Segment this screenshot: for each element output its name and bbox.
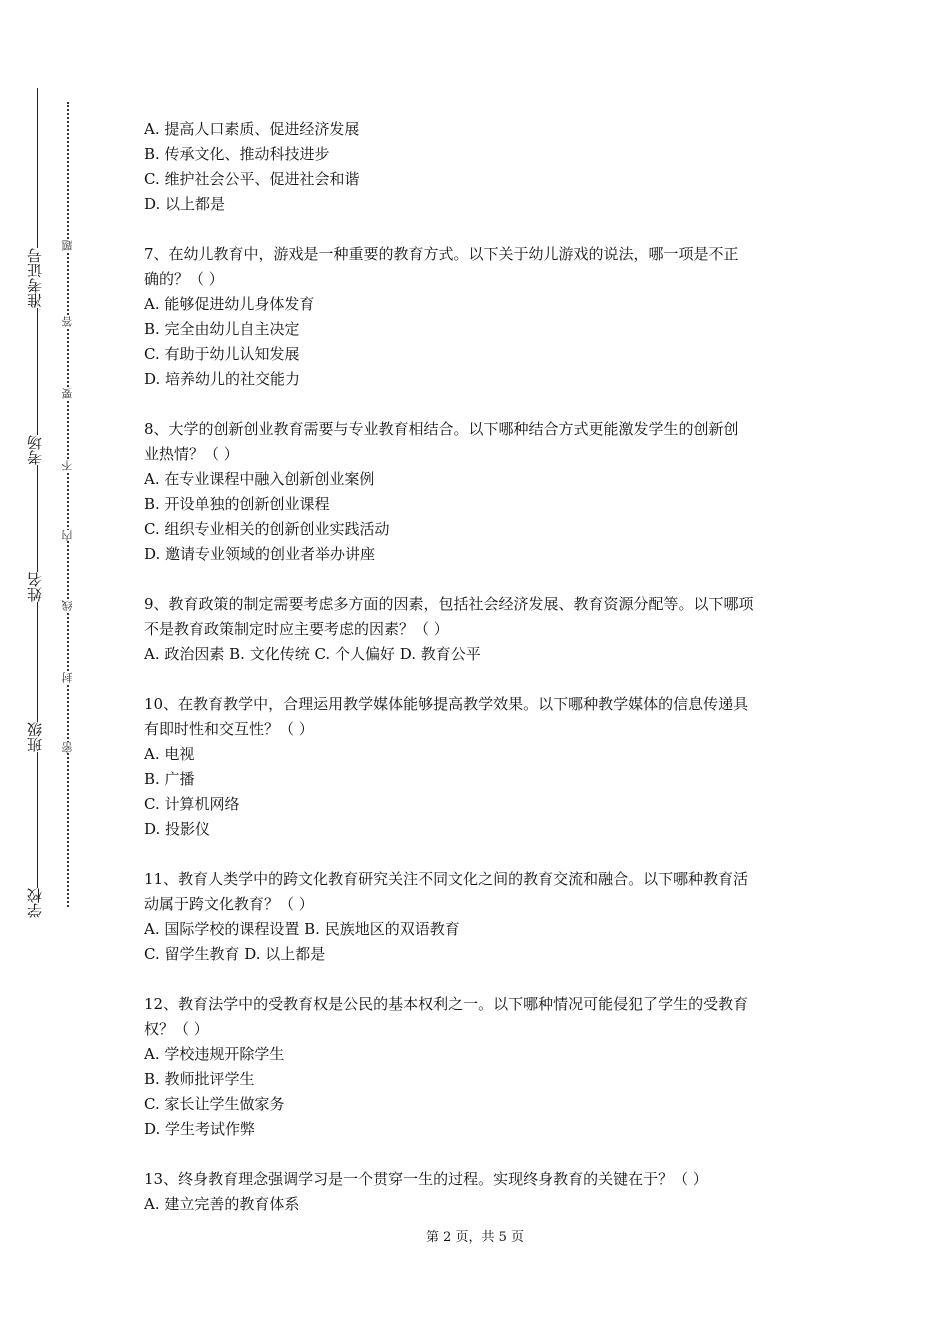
option-line: B. 开设单独的创新创业课程	[144, 495, 330, 513]
field-label-class: 班级	[20, 722, 50, 752]
question-block	[144, 242, 814, 392]
option-line: C. 组织专业相关的创新创业实践活动	[144, 520, 390, 538]
option-line: A. 电视	[144, 745, 195, 763]
question-block	[144, 417, 814, 567]
question-stem-line: 7、在幼儿教育中，游戏是一种重要的教育方式。以下关于幼儿游戏的说法，哪一项是不正	[144, 245, 739, 263]
seal-char: 不	[58, 460, 78, 471]
option-line: C. 维护社会公平、促进社会和谐	[144, 170, 360, 188]
option-line: C. 计算机网络	[144, 795, 240, 813]
field-label-exam-id: 准考证号	[20, 248, 50, 308]
seal-char: 答	[58, 316, 78, 327]
option-line: A. 国际学校的课程设置 B. 民族地区的双语教育	[144, 920, 460, 938]
seal-char: 线	[58, 600, 78, 611]
seal-char: 题	[58, 240, 78, 251]
field-label-name: 姓名	[20, 572, 50, 602]
question-stem-line: 确的？（ ）	[144, 270, 224, 288]
seal-char: 要	[58, 388, 78, 399]
question-block	[144, 692, 814, 842]
question-stem-line: 12、教育法学中的受教育权是公民的基本权利之一。以下哪种情况可能侵犯了学生的受教育	[144, 995, 749, 1013]
option-line: D. 投影仪	[144, 820, 211, 838]
page-footer: 第 2 页，共 5 页	[425, 1230, 525, 1245]
option-line: A. 学校违规开除学生	[144, 1045, 285, 1063]
question-list	[144, 117, 814, 1242]
question-stem-line: 权？（ ）	[144, 1020, 209, 1038]
question-block	[144, 592, 814, 667]
question-block	[144, 117, 814, 217]
option-line: A. 在专业课程中融入创新创业案例	[144, 470, 375, 488]
option-line: B. 完全由幼儿自主决定	[144, 320, 300, 338]
question-stem-line: 11、教育人类学中的跨文化教育研究关注不同文化之间的教育交流和融合。以下哪种教育活	[144, 870, 749, 888]
option-line: A. 建立完善的教育体系	[144, 1195, 300, 1213]
option-line: A. 能够促进幼儿身体发育	[144, 295, 315, 313]
option-line: D. 学生考试作弊	[144, 1120, 256, 1138]
question-stem-line: 动属于跨文化教育？（ ）	[144, 895, 314, 913]
option-line: B. 传承文化、推动科技进步	[144, 145, 330, 163]
question-block	[144, 992, 814, 1142]
question-stem-line: 9、教育政策的制定需要考虑多方面的因素，包括社会经济发展、教育资源分配等。以下哪项	[144, 595, 754, 613]
question-stem-line: 业热情？（ ）	[144, 445, 239, 463]
seal-char: 封	[58, 672, 78, 683]
question-block	[144, 1167, 814, 1217]
question-stem-line: 10、在教育教学中，合理运用教学媒体能够提高教学效果。以下哪种教学媒体的信息传递具	[144, 695, 749, 713]
question-stem-line: 8、大学的创新创业教育需要与专业教育相结合。以下哪种结合方式更能激发学生的创新创	[144, 420, 739, 438]
question-stem-line: 有即时性和交互性？（ ）	[144, 720, 314, 738]
binding-line	[37, 88, 38, 913]
question-stem-line: 13、终身教育理念强调学习是一个贯穿一生的过程。实现终身教育的关键在于？（ ）	[144, 1170, 708, 1188]
seal-char: 内	[58, 530, 78, 541]
option-line: B. 广播	[144, 770, 195, 788]
option-line: D. 邀请专业领域的创业者举办讲座	[144, 545, 376, 563]
question-stem-line: 不是教育政策制定时应主要考虑的因素？（ ）	[144, 620, 449, 638]
field-label-exam-room: 考场	[20, 435, 50, 465]
option-line: A. 政治因素 B. 文化传统 C. 个人偏好 D. 教育公平	[144, 645, 481, 663]
option-line: D. 培养幼儿的社交能力	[144, 370, 301, 388]
option-line: A. 提高人口素质、促进经济发展	[144, 120, 360, 138]
question-block	[144, 867, 814, 967]
seal-char: 密	[58, 742, 78, 753]
option-line: D. 以上都是	[144, 195, 226, 213]
option-line: C. 有助于幼儿认知发展	[144, 345, 300, 363]
option-line: B. 教师批评学生	[144, 1070, 255, 1088]
seal-dotted-line	[67, 102, 69, 907]
field-label-school: 学校	[20, 888, 50, 918]
option-line: C. 留学生教育 D. 以上都是	[144, 945, 326, 963]
option-line: C. 家长让学生做家务	[144, 1095, 285, 1113]
